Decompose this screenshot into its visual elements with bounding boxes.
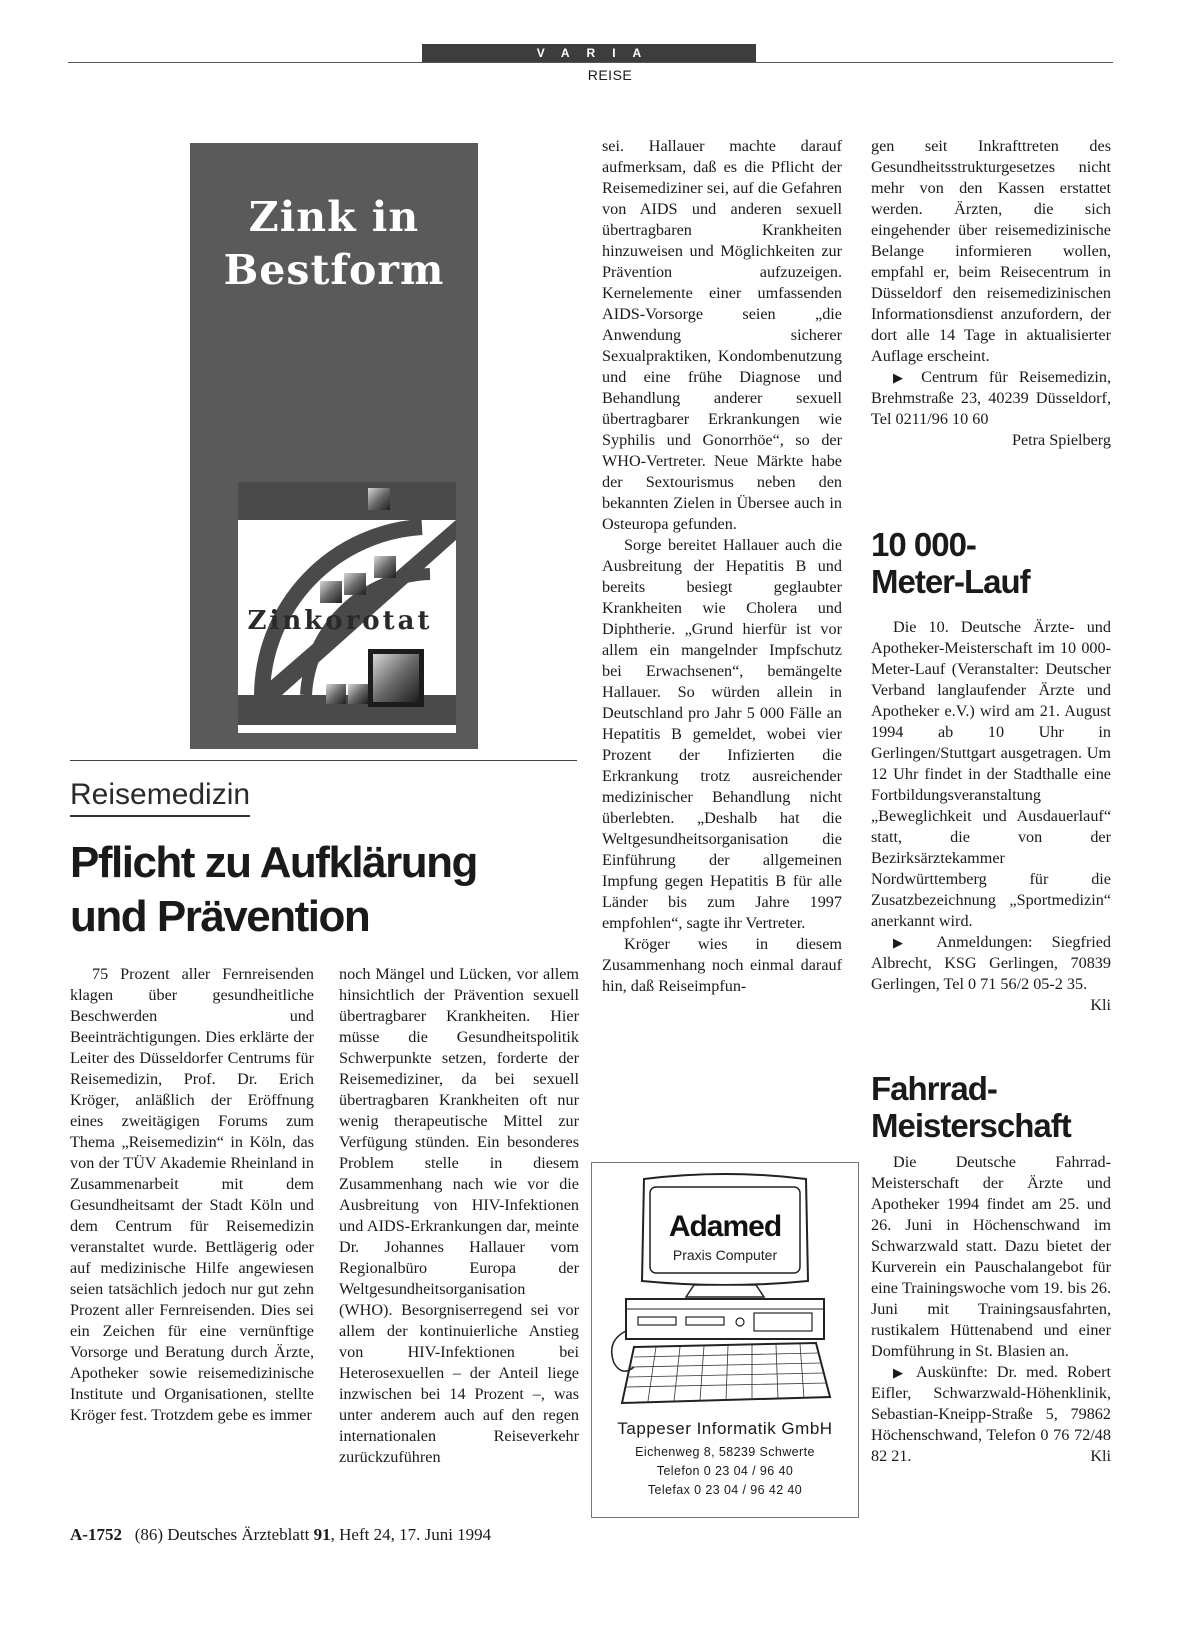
article-kicker: Reisemedizin <box>70 778 250 817</box>
rad-headline <box>871 1070 1111 1144</box>
lauf-contact <box>871 932 1112 1014</box>
page-footer <box>70 1525 491 1545</box>
article-column-1 <box>70 964 314 1426</box>
lauf-contact-text: Anmeldungen: Siegfried Albrecht, KSG Gerlingen, 70839 Gerlingen, Tel 0 71 56/2 05-2 35. <box>871 933 1112 993</box>
rad-text: Die Deutsche Fahrrad-Meisterschaft der Ärzte und Apotheker 1994 findet am 25. und 26. Juni in Höchenschwand im Schwarzwald statt. Dazu bietet der Kurverein ein Pauschalangebot für eine Trainingswoche vom 19. bis 26. Juni mit Trainingsausfahrten, rustikalem Hüttenabend und einer Domführung in St. Blasien an. <box>871 1153 1111 1360</box>
issue-info: , Heft 24, 17. Juni 1994 <box>330 1525 492 1544</box>
adamed-tagline: Praxis Computer <box>672 1247 778 1263</box>
lauf-headline <box>871 526 1111 600</box>
headline-rule <box>70 760 577 761</box>
ad-title-line-1: Zink in <box>248 193 420 241</box>
pointer-arrow-icon: ▶ <box>893 935 919 950</box>
header-rule <box>68 62 1113 63</box>
lauf-notice <box>871 617 1111 1016</box>
rad-headline-line-1: Fahrrad- <box>871 1070 997 1107</box>
product-name: Zinkorotat <box>247 606 433 636</box>
adamed-address: Eichenweg 8, 58239 Schwerte <box>635 1445 815 1459</box>
article-column-4 <box>871 136 1111 451</box>
adamed-logo: Adamed <box>668 1210 782 1243</box>
article-column-2 <box>339 964 579 1468</box>
page-number: A-1752 <box>70 1525 122 1544</box>
pointer-arrow-icon: ▶ <box>893 370 911 385</box>
headline-line-2: und Prävention <box>70 892 370 941</box>
rad-contact <box>871 1362 1111 1467</box>
journal-name: (86) Deutsches Ärzteblatt <box>134 1525 310 1544</box>
lauf-sign: Kli <box>1090 996 1111 1014</box>
ad-title <box>190 191 478 297</box>
contact-paragraph <box>871 367 1111 430</box>
article-paragraph: noch Mängel und Lücken, vor allem hinsichtlich der Prävention sexuell übertragbarer Krankheiten. Hier müsse die Gesundheitspolitik Schwerpunkte setzen, forderte der Reisemediziner, da bei sexuell übertragbaren Krankheiten oft nur wenig therapeutische Mittel zur Verfügung stünden. Ein besonderes Problem stelle in diesem Zusammenhang nach wie vor die Ausbreitung von HIV-Infektionen und AIDS-Erkrankungen dar, meinte Dr. Johannes Hallauer vom Regionalbüro Europa der Weltgesundheitsorganisation (WHO). Besorgniserregend sei vor allem der kontinuierliche Anstieg von HIV-Infektionen bei Heterosexuellen – der Anteil liege inzwischen bei 14 Prozent –, was unter anderem auch auf den regen internationalen Reiseverkehr zurückzuführen <box>339 965 579 1466</box>
subsection-label: REISE <box>587 67 633 83</box>
rad-headline-line-2: Meisterschaft <box>871 1107 1071 1144</box>
rad-notice <box>871 1152 1111 1467</box>
rad-contact-text: Auskünfte: Dr. med. Robert Eifler, Schwarzwald-Höhenklinik, Sebastian-Kneipp-Straße 5, 79862 Höchenschwand, Telefon 0 76 72/48 82 21. <box>871 1363 1111 1465</box>
lauf-headline-line-1: 10 000- <box>871 526 976 563</box>
adamed-fax: Telefax 0 23 04 / 96 42 40 <box>647 1483 803 1497</box>
lauf-headline-line-2: Meter-Lauf <box>871 563 1030 600</box>
volume-number: 91 <box>313 1525 331 1544</box>
cube-icon <box>368 649 424 707</box>
headline-line-1: Pflicht zu Aufklärung <box>70 838 477 887</box>
article-paragraph: 75 Prozent aller Fernreisenden klagen über gesundheitliche Beschwerden und Beeinträchtigungen. Dies erklärte der Leiter des Düsseldorfer Centrums für Reisemedizin, Prof. Dr. Erich Kröger, anläßlich der Eröffnung eines zweitägigen Forums zum Thema „Reisemedizin“ in Köln, das von der TÜV Akademie Rheinland in Zusammenarbeit mit dem Gesundheitsamt der Stadt Köln und dem Centrum für Reisemedizin veranstaltet wurde. Bettlägerig oder auf medizinische Hilfe angewiesen seien tatsächlich jedoch nur gut zehn Prozent aller Fernreisenden. Dies sei ein Zeichen für eine vernünftige Vorsorge und Beratung durch Ärzte, Apotheker sowie reisemedizinische Institute und Organisationen, stellte Kröger fest. Trotzdem gebe es immer <box>70 965 314 1424</box>
article-paragraph: gen seit Inkrafttreten des Gesundheitsstrukturgesetzes nicht mehr von den Kassen erstattet werden. Ärzten, die sich eingehender über reisemedizinische Belange informieren wollen, empfahl er, beim Reisecentrum in Düsseldorf den reisemedizinischen Informationsdienst anzufordern, der dort alle 14 Tage in aktualisierter Auflage erscheint. <box>871 137 1111 365</box>
contact-text: Centrum für Reisemedizin, Brehmstraße 23, 40239 Düsseldorf, Tel 0211/96 10 60 <box>871 368 1111 428</box>
lauf-text: Die 10. Deutsche Ärzte- und Apotheker-Meisterschaft im 10 000-Meter-Lauf (Veranstalter: Deutscher Verband langlaufender Ärzte und Apotheker e.V.) wird am 21. August 1994 ab 10 Uhr in Gerlingen/Stuttgart ausgetragen. Um 12 Uhr findet in der Stadthalle eine Fortbildungsveranstaltung „Beweglichkeit und Ausdauerlauf“ statt, die von der Bezirksärztekammer Nordwürttemberg für die Zusatzbezeichnung „Sportmedizin“ anerkannt wird. <box>871 618 1111 930</box>
adamed-phone: Telefon 0 23 04 / 96 40 <box>656 1464 794 1478</box>
author-name: Petra Spielberg <box>1011 431 1111 449</box>
zinkorotat-advertisement <box>190 143 478 749</box>
adamed-company: Tappeser Informatik GmbH <box>617 1419 833 1438</box>
article-paragraph: sei. Hallauer machte darauf aufmerksam, daß es die Pflicht der Reisemediziner sei, auf die Gefahren von AIDS und anderen sexuell übertragbaren Krankheiten hinzuweisen und Möglichkeiten zur Prävention aufzuzeigen. Kernelemente einer umfassenden AIDS-Vorsorge seien „die Anwendung sicherer Sexualpraktiken, Kondombenutzung und eine frühe Diagnose und Behandlung anderer sexuell übertragbarer Erkrankungen wie Syphilis und Gonorrhöe“, so der WHO-Vertreter. Neue Märkte habe der Sextourismus neben den bekannten Zielen in Übersee auch in Osteuropa gefunden. <box>602 137 842 533</box>
article-paragraph: Kröger wies in diesem Zusammenhang noch einmal darauf hin, daß Reiseimpfun- <box>602 935 842 995</box>
ad-title-line-2: Bestform <box>223 246 445 294</box>
computer-icon <box>604 1171 846 1411</box>
section-label: VARIA <box>422 44 756 62</box>
rad-sign: Kli <box>1090 1447 1111 1465</box>
article-column-3 <box>602 136 842 997</box>
article-headline <box>70 836 590 944</box>
pointer-arrow-icon: ▶ <box>893 1365 908 1380</box>
article-paragraph: Sorge bereitet Hallauer auch die Ausbreitung der Hepatitis B und bereits besiegt geglaubter Krankheiten wie Cholera und Diphtherie. „Grund hierfür ist vor allem ein mangelnder Impfschutz bei Erwachsenen“, bemängelte Hallauer. So würden allein in Deutschland pro Jahr 5 000 Fälle an Hepatitis B gemeldet, wobei vier Prozent der Infizierten die Erkrankung trotz ausreichender medizinischer Behandlung nicht überlebten. „Deshalb hat die Weltgesundheitsorganisation die Einführung der allgemeinen Impfung gegen Hepatitis B für alle Länder bis zum Jahre 1997 empfohlen“, sagte ihr Vertreter. <box>602 536 842 932</box>
adamed-advertisement <box>591 1162 859 1518</box>
